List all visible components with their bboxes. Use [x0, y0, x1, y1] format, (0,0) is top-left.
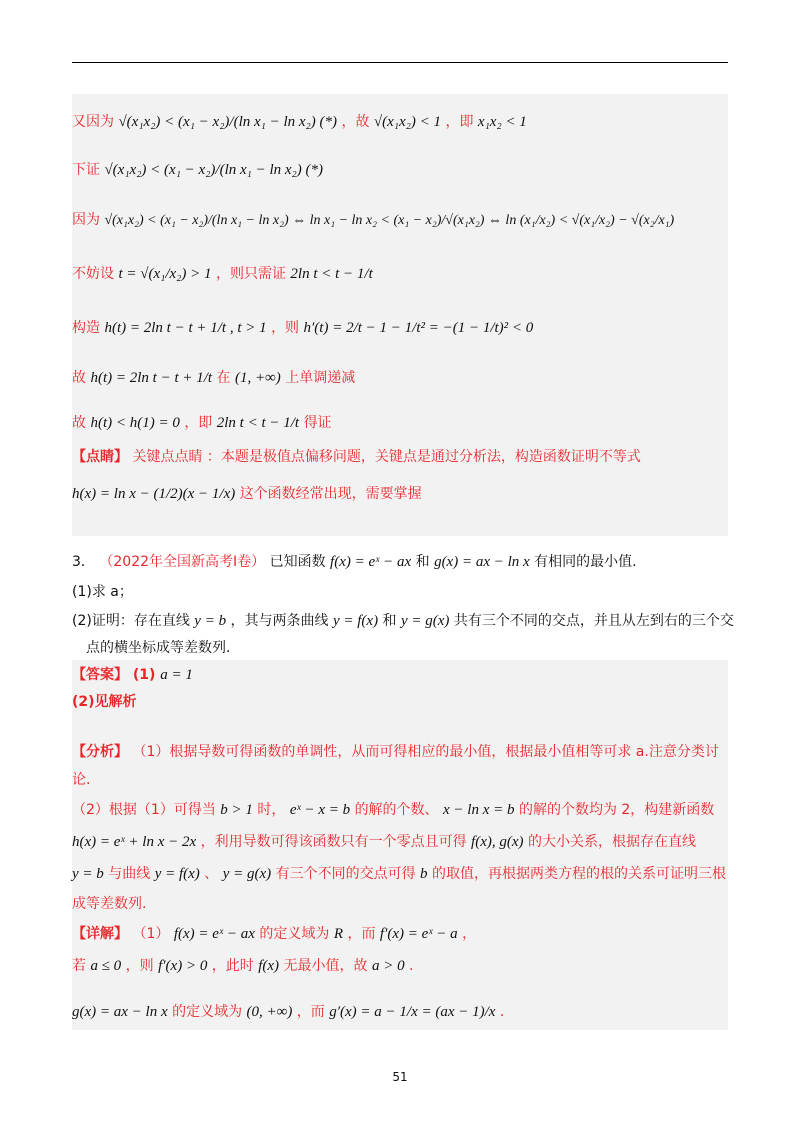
- math-expression: y = b: [72, 866, 104, 882]
- math-equation: x − ln x = b: [443, 802, 515, 818]
- math-inequality: √(x₁x₂) < (x₁ − x₂)/(ln x₁ − ln x₂) (*): [104, 162, 324, 178]
- math-expression: t = √(x₁/x₂) > 1: [118, 266, 212, 282]
- math-inequality: x₁x₂ < 1: [477, 114, 527, 130]
- math-inequality: f′(x) > 0: [158, 958, 208, 974]
- text-segment: 构造: [72, 320, 100, 336]
- text-segment: 上单调递减: [285, 370, 356, 386]
- text-segment: 的解的个数、: [354, 802, 439, 818]
- text-segment: 的定义域为: [172, 1004, 243, 1020]
- text-segment: 有相同的最小值.: [534, 554, 637, 570]
- text-segment: 因为: [72, 212, 100, 228]
- math-inequality: a > 0: [371, 958, 405, 974]
- math-function-definition: h(x) = eˣ + ln x − 2x: [72, 834, 197, 850]
- math-function-definition: g(x) = ax − ln x: [434, 554, 530, 570]
- text-segment: 有三个不同的交点可得: [275, 866, 416, 882]
- text-segment: ，: [462, 926, 477, 942]
- math-inequality: a ≤ 0: [90, 958, 122, 974]
- analysis-line-4: [72, 832, 696, 852]
- text-segment: (2)证明：存在直线: [72, 613, 190, 629]
- text-segment: （1）: [132, 926, 170, 942]
- text-segment: ，故: [341, 114, 370, 130]
- math-expression: y = b: [194, 613, 227, 629]
- math-function-definition: f(x) = eˣ − ax: [173, 926, 255, 942]
- text-segment: 与曲线: [108, 866, 151, 882]
- text-segment: （2）根据（1）可得当: [72, 802, 216, 818]
- problem-question-1: [72, 582, 133, 602]
- math-variable: b: [420, 866, 428, 882]
- text-segment: (1): [132, 667, 156, 683]
- text-segment: 已知函数: [269, 554, 326, 570]
- math-inequality: 2ln t < t − 1/t: [216, 415, 300, 431]
- math-function-definition: f(x) = eˣ − ax: [330, 554, 412, 570]
- text-segment: 下证: [72, 162, 100, 178]
- text-segment: .: [409, 958, 414, 974]
- text-segment: (2)见解析: [72, 694, 137, 710]
- math-expression: f(x): [258, 958, 280, 974]
- text-segment: 和: [415, 554, 430, 570]
- text-segment: ，利用导数可得该函数只有一个零点且可得: [200, 834, 467, 850]
- text-segment: ，则: [271, 320, 300, 336]
- math-expression: y = f(x): [332, 613, 379, 629]
- key-point-tag: 【点睛】: [72, 449, 128, 465]
- math-inequality: b > 1: [220, 802, 253, 818]
- solution-line-4: [72, 264, 373, 284]
- text-segment: 的定义域为: [259, 926, 330, 942]
- text-segment: 的大小关系，根据存在直线: [527, 834, 696, 850]
- analysis-line-1: [72, 742, 719, 762]
- solution-line-3: [72, 210, 674, 231]
- text-segment: ，其与两条曲线: [230, 613, 329, 629]
- text-segment: ，此时: [211, 958, 254, 974]
- detail-line-1: [72, 924, 476, 944]
- text-segment: ，则: [125, 958, 154, 974]
- problem-statement: [72, 552, 637, 572]
- solution-line-6: [72, 368, 355, 388]
- text-segment: ，则只需证: [215, 266, 286, 282]
- math-expression: a = 1: [160, 667, 193, 683]
- problem-question-2-line-1: [72, 611, 734, 631]
- problem-question-2-line-2: [86, 638, 230, 658]
- answer-line-1: [72, 665, 193, 685]
- math-interval: (0, +∞): [246, 1004, 293, 1020]
- text-segment: 时，: [257, 802, 286, 818]
- solution-line-9: [72, 484, 422, 504]
- text-segment: 不妨设: [72, 266, 114, 282]
- solution-line-7: [72, 413, 332, 433]
- text-segment: 和: [382, 613, 397, 629]
- math-inequality: √(x₁x₂) < (x₁ − x₂)/(ln x₁ − ln x₂) (*): [118, 114, 338, 130]
- math-function-definition: h(t) = 2ln t − t + 1/t: [90, 370, 213, 386]
- analysis-line-2: [72, 770, 90, 790]
- text-segment: (1)求 a；: [72, 584, 133, 600]
- math-equation: eˣ − x = b: [289, 802, 351, 818]
- text-segment: 故: [72, 415, 86, 431]
- solution-line-1: [72, 112, 527, 132]
- analysis-tag: 【分析】: [72, 744, 128, 760]
- text-segment: 关键点点睛 ：本题是极值点偏移问题，关键点是通过分析法，构造函数证明不等式: [132, 449, 641, 465]
- text-segment: 又因为: [72, 114, 114, 130]
- math-interval: (1, +∞): [234, 370, 281, 386]
- math-derivative: h′(t) = 2/t − 1 − 1/t² = −(1 − 1/t)² < 0: [303, 320, 534, 336]
- text-segment: 论.: [72, 772, 91, 788]
- text-segment: 的解的个数均为 2，构建新函数: [518, 802, 715, 818]
- text-segment: 若: [72, 958, 86, 974]
- math-inequality: √(x₁x₂) < 1: [373, 114, 442, 130]
- text-segment: 故: [72, 370, 86, 386]
- solution-line-8: [72, 447, 641, 467]
- solution-line-2: [72, 160, 323, 180]
- answer-line-2: [72, 692, 137, 712]
- text-segment: ，而: [296, 1004, 325, 1020]
- analysis-line-5: [72, 864, 726, 884]
- text-segment: 无最小值，故: [283, 958, 368, 974]
- math-derivative: f′(x) = eˣ − a: [379, 926, 458, 942]
- text-segment: ，而: [347, 926, 376, 942]
- text-segment: ，即: [445, 114, 474, 130]
- text-segment: 在: [216, 370, 231, 386]
- detail-tag: 【详解】: [72, 926, 128, 942]
- text-segment: 这个函数经常出现，需要掌握: [239, 486, 422, 502]
- detail-line-2: [72, 956, 413, 976]
- math-derivative: g′(x) = a − 1/x = (ax − 1)/x: [329, 1004, 496, 1020]
- text-segment: 、: [204, 866, 219, 882]
- analysis-line-6: [72, 894, 146, 914]
- text-segment: 共有三个不同的交点，并且从左到右的三个交: [453, 613, 734, 629]
- answer-tag: 【答案】: [72, 667, 128, 683]
- page-number: 51: [392, 1070, 408, 1084]
- text-segment: （1）根据导数可得函数的单调性，从而可得相应的最小值，根据最小值相等可求 a.注意分类讨: [132, 744, 719, 760]
- problem-source: （2022年全国新高考Ⅰ卷）: [99, 554, 266, 570]
- text-segment: .: [499, 1004, 505, 1020]
- text-segment: 的取值，再根据两类方程的根的关系可证明三根: [432, 866, 726, 882]
- text-segment: ，即: [184, 415, 213, 431]
- math-inequality: 2ln t < t − 1/t: [290, 266, 373, 282]
- text-segment: 点的横坐标成等差数列.: [86, 640, 231, 656]
- math-set: R: [333, 926, 344, 942]
- math-expression: y = g(x): [222, 866, 272, 882]
- solution-line-5: [72, 318, 533, 338]
- problem-number: 3．: [72, 554, 95, 570]
- math-function-definition: h(x) = ln x − (1/2)(x − 1/x): [72, 486, 236, 502]
- math-equivalence-chain: √(x₁x₂) < (x₁ − x₂)/(ln x₁ − ln x₂) ⇔ ln x₁ − ln x₂ < (x₁ − x₂)/√(x₁x₂) ⇔ ln (x₁/x₂) < √(x₁/x₂) − √(x₂/x₁): [104, 213, 675, 228]
- text-segment: 得证: [303, 415, 332, 431]
- text-segment: 成等差数列.: [72, 896, 147, 912]
- math-function-definition: h(t) = 2ln t − t + 1/t , t > 1: [104, 320, 267, 336]
- detail-line-3: [72, 1002, 504, 1022]
- analysis-line-3: [72, 800, 714, 820]
- math-function-definition: g(x) = ax − ln x: [72, 1004, 168, 1020]
- math-expression: y = g(x): [401, 613, 450, 629]
- math-expression: y = f(x): [154, 866, 200, 882]
- header-rule: [72, 62, 728, 63]
- math-expression: f(x), g(x): [471, 834, 524, 850]
- math-inequality: h(t) < h(1) = 0: [90, 415, 180, 431]
